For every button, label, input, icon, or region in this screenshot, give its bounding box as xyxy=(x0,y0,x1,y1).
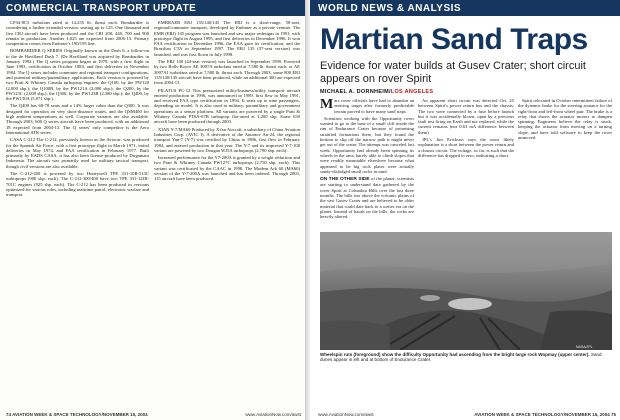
paragraph: JPL's Jim Erickson says the most likely explanation is a short between the power return and a chassis circuit. The voltage, so far, is such that the difference has dropped to zero, indicating a short. xyxy=(418,137,514,158)
paragraph: PILATUS PC-12 This pressurized utility/business/utility transport aircraft entered production in 1996, was announced in 1989, first flew in May 1991, and received FAA type certification in 1994. It seats up to nine passengers, depending on model. It is also used in military, paramilitary and government operations as a sensor platform. All variants are powered by a single Pratt & Whitney Canada PT6A-67B turboprop flat-rated at 1,200 shp. Some 630 aircraft have been produced through 2003. xyxy=(154,87,300,125)
page-folio: AVIATION WEEK & SPACE TECHNOLOGY/NOVEMBER 15, 2004 75 xyxy=(474,412,616,417)
right-section-banner: WORLD NEWS & ANALYSIS xyxy=(310,0,620,16)
paragraph: CASA C-212 The C-212, previously known as the Aviocar, was produced for the Spanish Air Force, with a first prototype flight in March 1971, initial deliveries in May 1974, and FAA certification in February 1977. Built primarily by EADS CASA, it has also been license-produced by Dirgantara Indonesia. The aircraft was primarily used for military tactical transport, though civil versions are also available. xyxy=(6,137,149,169)
website-url: www.AviationNow.com/awst xyxy=(318,412,374,417)
article-deck: Evidence for water builds at Gusev Crater; short circuit appears on rover Spirit xyxy=(320,60,586,85)
caption-lead: Wheelspin ruts (foreground) show the difficulty Opportunity had ascending from the bright large rock Wopmay (upper center). xyxy=(320,352,590,357)
photo-credit: NASA/JPL xyxy=(576,345,593,349)
paragraph: The Q400 has 68-78 seats and a 14% larger cabin than the Q300. It was designed for operation on very short-distance routes, and the QSM400 for high ambient temperatures as well. Corporate variants are also available. Through 2003, 600 Q series aircraft have been produced, with an additional 18 expected from 2004-13. The Q series' only competitor is the Aero International ATR series. xyxy=(6,103,149,135)
paragraph: EMBRAER ERJ 135/140/145 The ERJ is a short-range, 50-seat, regional/commuter transport, developed by Embraer as a private venture. The EMB (ERJ) 145 program was launched and saw major redesigns in 1991, with prototype flight in August 1995, and first deliveries in December 1996. It won FAA certification in December 1996, the EAA gave its certification, and the Brazilian CTA in September 1997. The ERJ 135 (37-seat version) was launched, and was first flown in July 1998. xyxy=(154,20,300,57)
left-column-2 xyxy=(154,20,300,410)
caption-text: Sand dunes appear in left and at bottom of Endurance Crater. xyxy=(320,352,602,363)
paragraph: Scientists working with the Opportunity rover wanted to go to the base of a small cliff inside the rim of Endurance Crater because of promising stratified formations there, but they found the bottom to slip off the narrow path it might never get out of the crater. The attempt was canceled last week. Opportunity had already been spinning its wheels in the area, barely able to climb slopes that were readily mountable elsewhere because what appeared to be big rock plates were actually sandy-dislodged small rocks in sand. xyxy=(320,115,414,174)
paragraph: XIAN Y-7/MA60 Produced by Xi'an Aircraft, a subsidiary of China Aviation Industries Corp. (AVIC I). A derivative of the Antonov An-24, the regional transport Yun-7 (Y-7) was certified by China in 1986, first flew in February 1984, and entered production in that year. The Y-7 and its improved Y-7-100 variant are powered by two Dongan WJ5A turboprops (2,790 shp. each). xyxy=(154,126,300,153)
mars-terrain-image xyxy=(320,232,612,350)
right-page xyxy=(310,0,620,420)
left-page xyxy=(0,0,305,420)
paragraph: Mars rover officials have had to abandon an enticing target after formerly predictable terrain proved to have many sand traps. xyxy=(320,98,414,114)
left-footer xyxy=(6,412,301,417)
article-subhead: ON THE OTHER SIDE xyxy=(320,177,370,183)
article-column-1 xyxy=(320,98,414,228)
paragraph: Increased performance for the Y7-200A is granted by a weight reduction and two Pratt & Whitney Canada PW127C turboprops (2,750 shp. each). This variant was certificated by the CAAC in 1998. The Modern Ark 60 (MA60) version of the Y-7-200A was launched and has been ordered. Through 2003, 115 aircraft have been produced. xyxy=(154,155,300,182)
byline-city: LOS ANGELES xyxy=(390,89,434,95)
paragraph: ON THE OTHER SIDE of the planet, scientists are starting to understand data gathered by the rover Spirit at Columbia Hills over the last three months. The hills rise above the volcanic plains of the vast Gusev Crater and are believed to be older material that could date back to a wetter era on the planet. Instead of basalt on the hills, the rocks are heavily altered. xyxy=(320,176,414,220)
drop-cap: M xyxy=(320,98,334,112)
right-footer xyxy=(318,412,616,417)
byline-author: MICHAEL A. DORNHEIM/ xyxy=(320,89,391,95)
paragraph: CF34-8C5 turbofans rated at 14,255 lb. thrust each. Bombardier is considering a further extended version, seating up to 125. One thousand and five CRJ aircraft have been produced and the CRJ 200, 440, 700 and 900 remain in production. Another 1,025 are expected from 2006-13. Primary competition comes from Embraer's 190/195 line. xyxy=(6,20,149,47)
paragraph: An apparent short circuit was detected Oct. 25 between Spirit's power return bus and the chassis. The two were connected by a fuse before launch but it was accidentally blown, open by a previous fault test firing on Earth and not replaced, while the current remains (not 0.63 mA difference between them). xyxy=(418,98,514,135)
left-column-1 xyxy=(6,20,149,410)
article-column-3 xyxy=(518,98,612,228)
paragraph: Spirit relocated in October intermittent failure of the dynamic brake for the steering actuator for the right-front and left-front wheel pair. The brake is a relay that shorts the actuator motors to dampen spinning. Engineers believe the relay is stuck, keeping the actuator from moving on a turning slope, and have told software to keep the rover unmoved. xyxy=(518,98,612,141)
article-byline xyxy=(320,89,610,95)
paragraph: The C-212-200 is powered by two Honeywell TPE 331-10R-513C turboprops (900 shp. each). The C-212-300/400 have two TPE 331-12JR-701C engines (925 shp. each). The C-212 has been produced in versions optimized for various roles, including maritime patrol, electronic warfare and transport. xyxy=(6,171,149,198)
page-folio: 74 AVIATION WEEK & SPACE TECHNOLOGY/NOVEMBER 15, 2004 xyxy=(6,412,148,417)
article-headline: Martian Sand Traps xyxy=(320,23,588,56)
left-section-banner: COMMERCIAL TRANSPORT UPDATE xyxy=(0,0,305,16)
article-column-2 xyxy=(418,98,514,228)
mars-crater-photo xyxy=(320,232,612,350)
website-url: www.AviationNow.com/awst xyxy=(245,412,301,417)
photo-caption xyxy=(320,352,612,362)
paragraph: The ERJ 140 (44-seat version) was launched in September 1999. Powered by two Rolls-Royce AE 3007A turbofans rated at 7,580 lb. thrust each, or AE 3007A1 turbofans rated at 7,580 lb. thrust each. Through 2003, some 800 ERJ 135/140/145 aircraft have been produced, while an additional 300 are expected from 2004-13. xyxy=(154,59,300,86)
paragraph: BOMBARDIER Q SERIES Originally known as the Dash 8, a follow-on to the de Havilland Dash 7. (De Havilland was acquired by Bombardier in January 1992.) The Q series program began in 1979, with a first flight in June 1983, certification in October 1984, and first deliveries in November 1984. The Q series includes commuter and regional transport configurations, and potential military/paramilitary applications. Each version is powered by two Pratt & Whitney Canada turboprop engines: the Q100, by the PW120 (2,000 shp.); the Q100B, by the PW121A (2,000 shp.); the Q200, by the PW123C (2,000 shp.); the Q300, by the PW123B (2,380 shp.); the Q400, by the PW150A (5,071 shp.). xyxy=(6,48,149,102)
